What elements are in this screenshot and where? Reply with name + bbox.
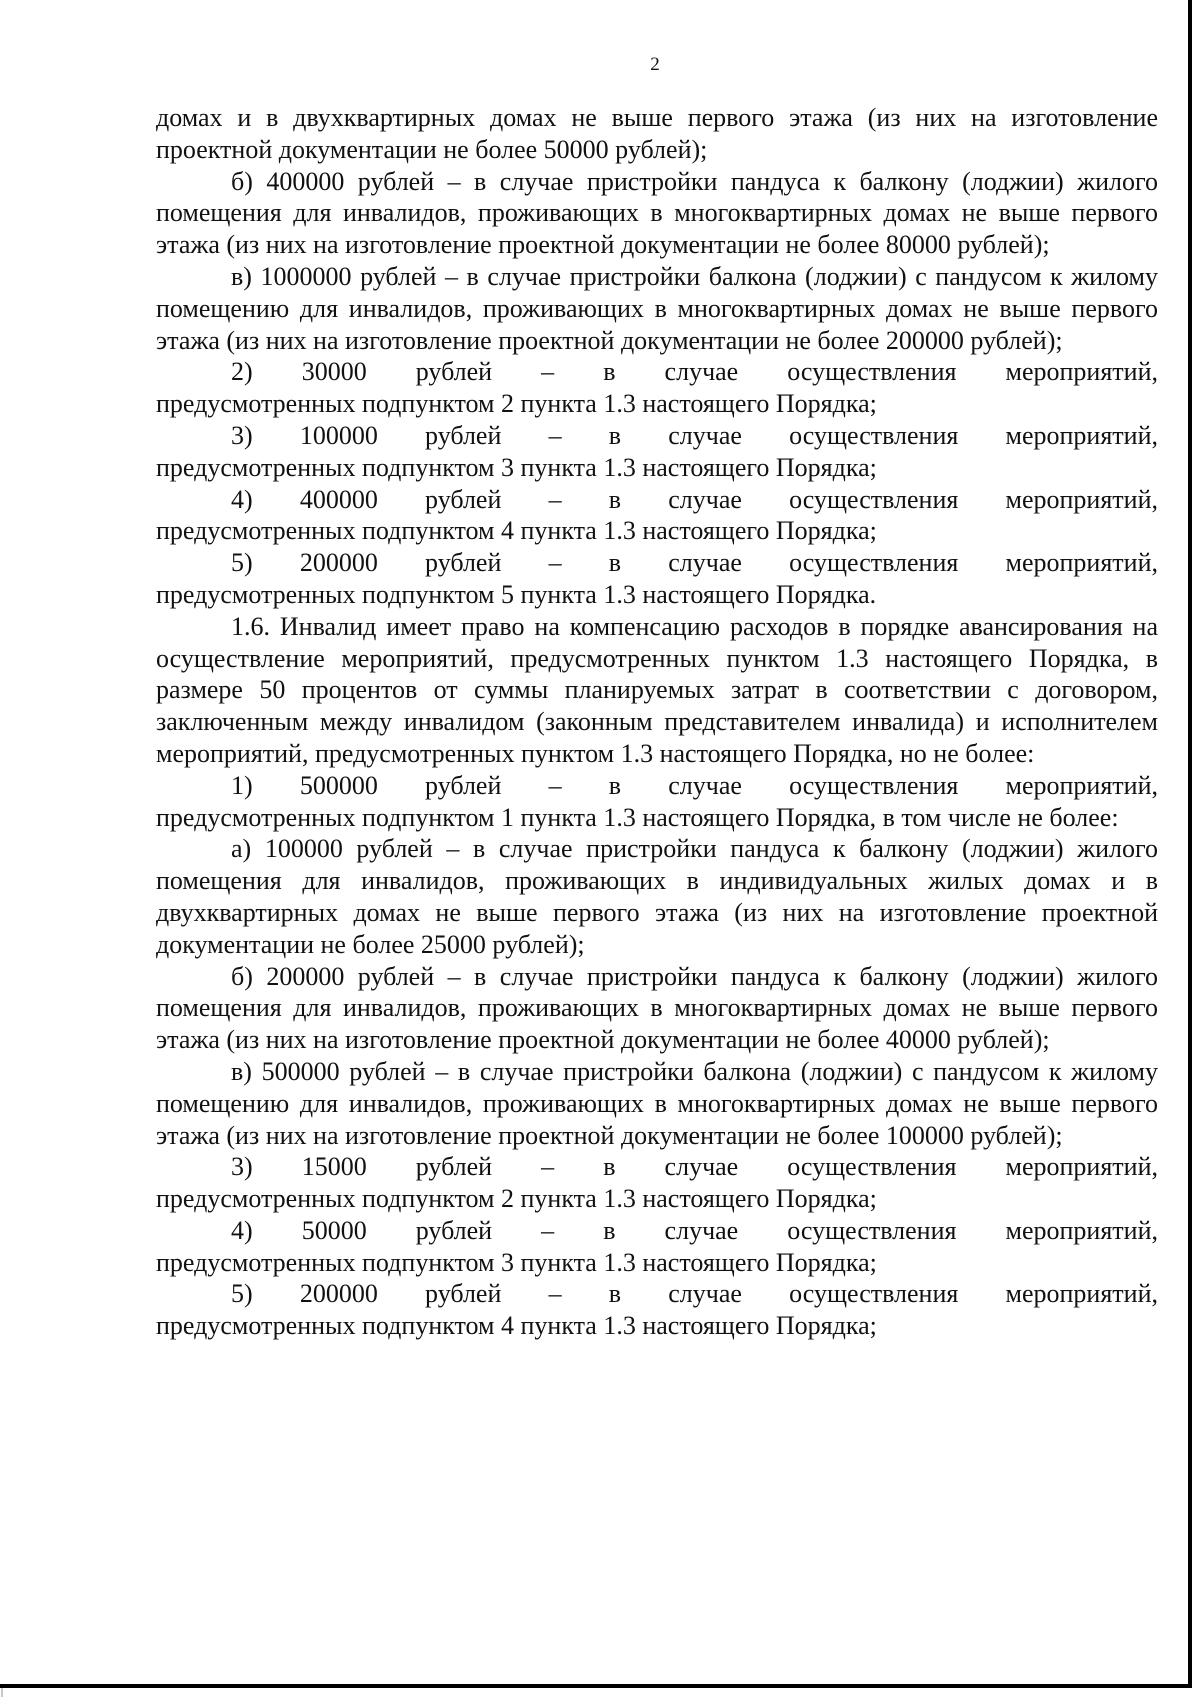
item-first-line: 5) 200000 рублей – в случае осуществления мероприятий, <box>231 1279 1158 1309</box>
paragraph-item-a-100000: а) 100000 рублей – в случае пристройки пандуса к балкону (лоджии) жилого помещения для инвалидов, проживающих в индивидуальных жилых домах и в двухквартирных домах не выше первого этажа (из них на изготовление проектной документации не более 25000 рублей); <box>156 834 1158 959</box>
paragraph-item-b-200000: б) 200000 рублей – в случае пристройки пандуса к балкону (лоджии) жилого помещения для инвалидов, проживающих в многоквартирных домах не выше первого этажа (из них на изготовление проектной документации не более 40000 рублей); <box>156 961 1158 1055</box>
paragraph-item-v-1000000: в) 1000000 рублей – в случае пристройки балкона (лоджии) с пандусом к жилому помещению для инвалидов, проживающих в многоквартирных домах не выше первого этажа (из них на изготовление проектной документации не более 200000 рублей); <box>156 261 1158 355</box>
item-first-line: 1) 500000 рублей – в случае осуществления мероприятий, <box>231 770 1158 800</box>
paragraph-item-3-100000 <box>156 420 1158 452</box>
document-body <box>156 102 1158 1342</box>
paragraph-item-b-400000: б) 400000 рублей – в случае пристройки пандуса к балкону (лоджии) жилого помещения для инвалидов, проживающих в многоквартирных домах не выше первого этажа (из них на изготовление проектной документации не более 80000 рублей); <box>156 166 1158 260</box>
paragraph-item-5-200000-b-cont: предусмотренных подпунктом 4 пункта 1.3 настоящего Порядка; <box>156 1311 877 1341</box>
paragraph-section-1-6: 1.6. Инвалид имеет право на компенсацию расходов в порядке авансирования на осуществление мероприятий, предусмотренных пунктом 1.3 настоящего Порядка, в размере 50 процентов от суммы планируемых затрат в соответствии с договором, заключенным между инвалидом (законным представителем инвалида) и исполнителем мероприятий, предусмотренных пунктом 1.3 настоящего Порядка, но не более: <box>156 611 1158 768</box>
paragraph-item-2-30000-cont: предусмотренных подпунктом 2 пункта 1.3 настоящего Порядка; <box>156 389 877 419</box>
paragraph-continuation: домах и в двухквартирных домах не выше первого этажа (из них на изготовление проектной документации не более 50000 рублей); <box>156 103 1158 164</box>
paragraph-item-v-500000: в) 500000 рублей – в случае пристройки балкона (лоджии) с пандусом к жилому помещению для инвалидов, проживающих в многоквартирных домах не выше первого этажа (из них на изготовление проектной документации не более 100000 рублей); <box>156 1056 1158 1150</box>
paragraph-item-3-100000-cont: предусмотренных подпунктом 3 пункта 1.3 настоящего Порядка; <box>156 452 877 482</box>
item-first-line: 4) 400000 рублей – в случае осуществления мероприятий, <box>231 484 1158 514</box>
paragraph-item-4-50000-cont: предусмотренных подпунктом 3 пункта 1.3 настоящего Порядка; <box>156 1247 877 1277</box>
paragraph-item-2-30000 <box>156 356 1158 388</box>
paragraph-item-1-500000-cont: предусмотренных подпунктом 1 пункта 1.3 настоящего Порядка, в том числе не более: <box>156 802 1119 832</box>
page-number: 2 <box>650 54 660 75</box>
paragraph-item-4-400000 <box>156 484 1158 516</box>
item-first-line: 4) 50000 рублей – в случае осуществления мероприятий, <box>231 1215 1158 1245</box>
paragraph-item-4-50000 <box>156 1215 1158 1247</box>
item-first-line: 3) 100000 рублей – в случае осуществления мероприятий, <box>231 420 1158 450</box>
item-first-line: 5) 200000 рублей – в случае осуществления мероприятий, <box>231 548 1158 578</box>
paragraph-item-4-400000-cont: предусмотренных подпунктом 4 пункта 1.3 настоящего Порядка; <box>156 516 877 546</box>
paragraph-item-3-15000-cont: предусмотренных подпунктом 2 пункта 1.3 настоящего Порядка; <box>156 1184 877 1214</box>
paragraph-item-5-200000 <box>156 547 1158 579</box>
item-first-line: 2) 30000 рублей – в случае осуществления мероприятий, <box>231 357 1158 387</box>
paragraph-item-5-200000-cont: предусмотренных подпунктом 5 пункта 1.3 настоящего Порядка. <box>156 579 877 609</box>
paragraph-item-5-200000-b <box>156 1278 1158 1310</box>
paragraph-item-3-15000 <box>156 1151 1158 1183</box>
paragraph-item-1-500000 <box>156 770 1158 802</box>
item-first-line: 3) 15000 рублей – в случае осуществления мероприятий, <box>231 1152 1158 1182</box>
